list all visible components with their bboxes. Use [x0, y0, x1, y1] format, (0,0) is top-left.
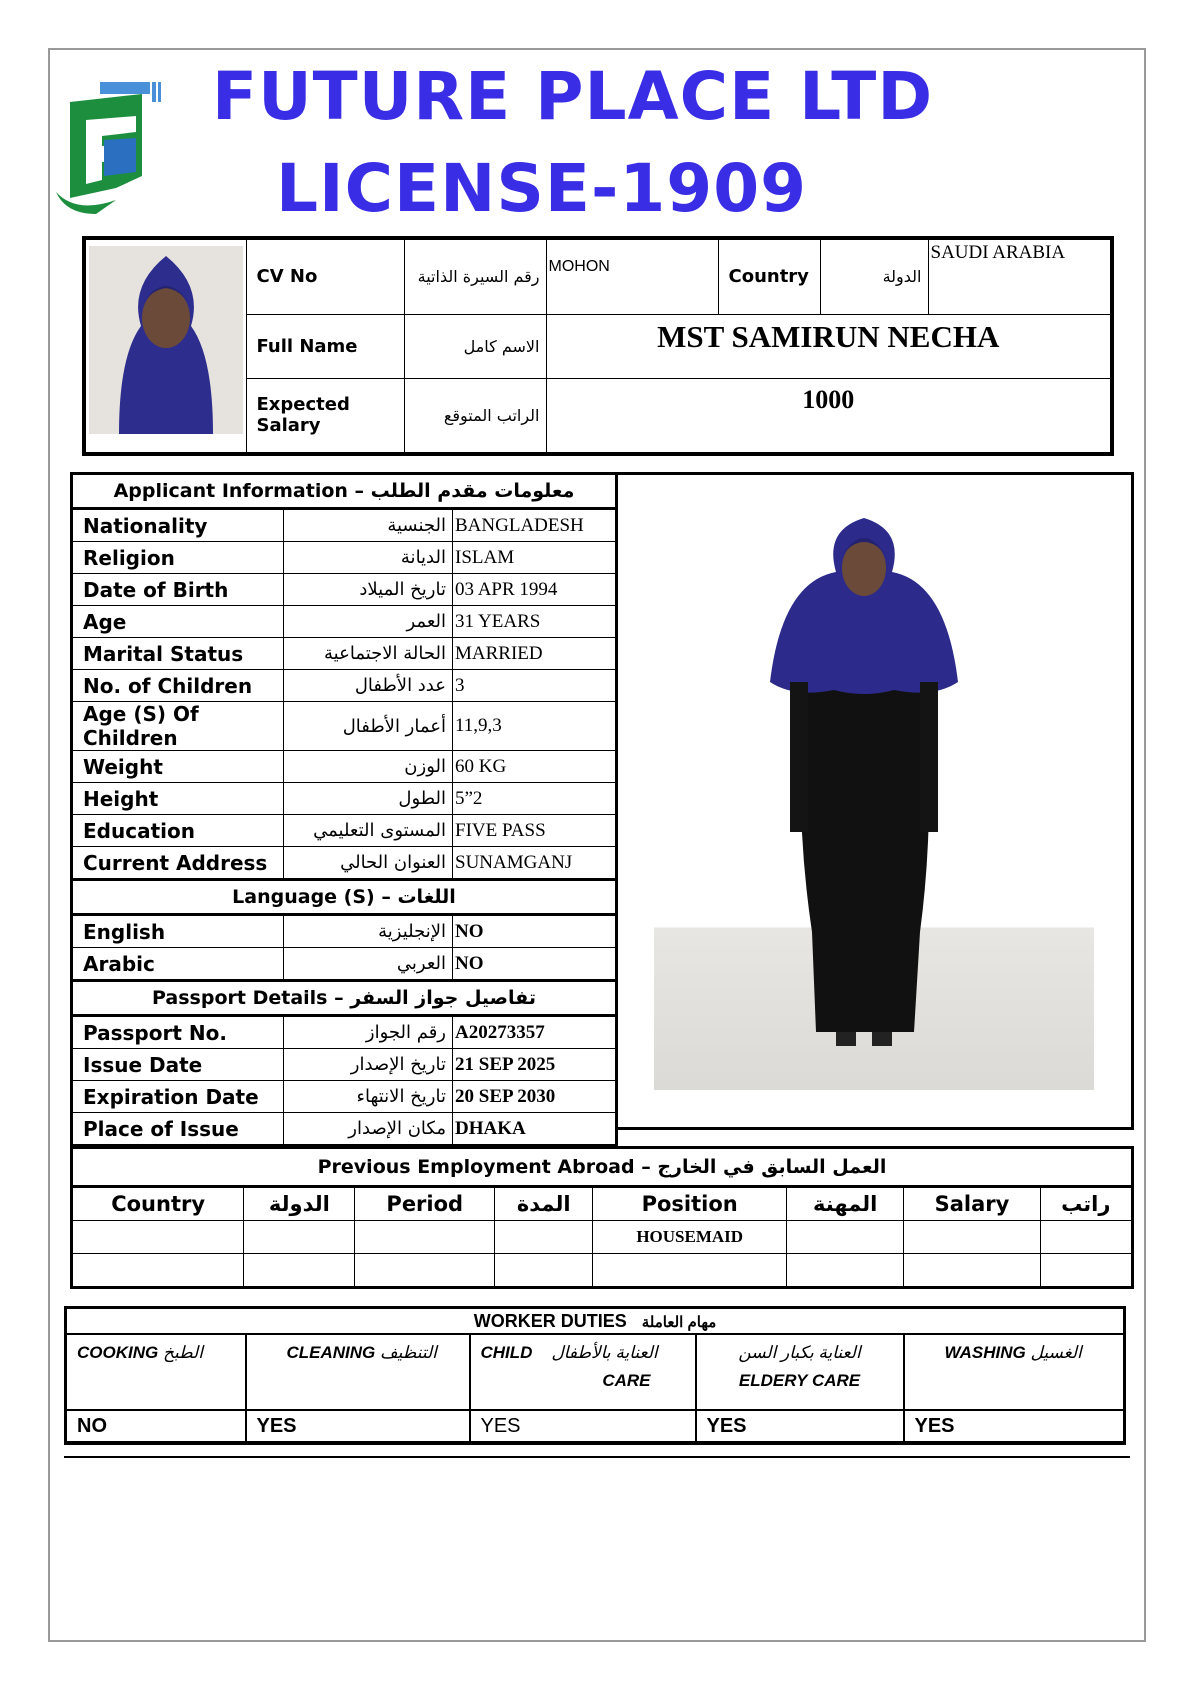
full-body-photo	[764, 512, 964, 1062]
table-row	[72, 1221, 1133, 1254]
religion-value: ISLAM	[453, 542, 617, 574]
divider	[64, 1456, 1130, 1458]
table-row	[72, 542, 617, 574]
table-row	[72, 1113, 617, 1146]
passport-no-value: A20273357	[453, 1016, 617, 1049]
table-row	[72, 948, 617, 981]
english-label: English	[72, 915, 284, 948]
duty-value: YES	[904, 1410, 1125, 1443]
arabic-ar-label: العربي	[284, 948, 453, 981]
education-ar-label: المستوى التعليمي	[284, 815, 453, 847]
expiration-date-ar-label: تاريخ الانتهاء	[284, 1081, 453, 1113]
english-ar-label: الإنجليزية	[284, 915, 453, 948]
portrait-photo	[89, 246, 243, 434]
duty-cleaning	[246, 1334, 470, 1410]
weight-label: Weight	[72, 751, 284, 783]
address-ar-label: العنوان الحالي	[284, 847, 453, 880]
full-name-value: MST SAMIRUN NECHA	[546, 314, 1112, 378]
applicant-info-header: Applicant Information – معلومات مقدم الطلب	[72, 474, 617, 509]
expected-salary-ar-label: الراتب المتوقع	[404, 378, 546, 454]
column-header: راتب	[1040, 1187, 1132, 1221]
issue-date-value: 21 SEP 2025	[453, 1049, 617, 1081]
table-row	[72, 1081, 617, 1113]
duty-labels-row	[66, 1334, 1125, 1410]
duty-label-ar: التنظيف	[380, 1343, 437, 1362]
duty-cooking	[66, 1334, 246, 1410]
marital-status-ar-label: الحالة الاجتماعية	[284, 638, 453, 670]
column-header: Salary	[904, 1187, 1040, 1221]
duty-label-ar: الطبخ	[162, 1343, 203, 1362]
religion-ar-label: الديانة	[284, 542, 453, 574]
country-ar-label: الدولة	[820, 238, 928, 314]
nationality-value: BANGLADESH	[453, 509, 617, 542]
passport-header: Passport Details – تفاصيل جواز السفر	[72, 981, 617, 1016]
table-row	[72, 1049, 617, 1081]
passport-no-label: Passport No.	[72, 1016, 284, 1049]
duty-label-en: CHILD	[480, 1343, 533, 1362]
duty-label-extra: CARE	[602, 1371, 651, 1390]
duty-label-ar: العناية بالأطفال	[551, 1343, 658, 1362]
dob-ar-label: تاريخ الميلاد	[284, 574, 453, 606]
table-row	[72, 915, 617, 948]
column-header: Position	[593, 1187, 787, 1221]
column-header: الدولة	[244, 1187, 355, 1221]
company-name: FUTURE PLACE LTD	[212, 58, 934, 135]
column-header: المدة	[495, 1187, 593, 1221]
portrait-photo-cell	[84, 238, 246, 454]
worker-duties-table	[64, 1306, 1126, 1445]
children-count-ar-label: عدد الأطفال	[284, 670, 453, 702]
nationality-label: Nationality	[72, 509, 284, 542]
duties-header-ar: مهام العاملة	[641, 1313, 717, 1331]
place-of-issue-ar-label: مكان الإصدار	[284, 1113, 453, 1146]
nationality-ar-label: الجنسية	[284, 509, 453, 542]
cv-no-ar-label: رقم السيرة الذاتية	[404, 238, 546, 314]
country-value: SAUDI ARABIA	[928, 238, 1112, 314]
marital-status-label: Marital Status	[72, 638, 284, 670]
license-number: LICENSE-1909	[276, 150, 808, 227]
table-row	[72, 847, 617, 880]
table-row	[72, 783, 617, 815]
table-row	[72, 1254, 1133, 1288]
duty-label-en: WASHING	[944, 1343, 1026, 1362]
duty-elderly-care	[696, 1334, 904, 1410]
marital-status-value: MARRIED	[453, 638, 617, 670]
duty-label-ar: العناية بكبار السن	[738, 1343, 861, 1362]
duty-washing	[904, 1334, 1125, 1410]
age-label: Age	[72, 606, 284, 638]
height-label: Height	[72, 783, 284, 815]
duty-label-extra: ELDERY CARE	[738, 1371, 861, 1390]
worker-duties-header	[66, 1308, 1125, 1335]
children-ages-value: 11,9,3	[453, 702, 617, 751]
place-of-issue-value: DHAKA	[453, 1113, 617, 1146]
table-row	[72, 815, 617, 847]
table-row	[72, 638, 617, 670]
religion-label: Religion	[72, 542, 284, 574]
cv-no-label: CV No	[246, 238, 404, 314]
education-value: FIVE PASS	[453, 815, 617, 847]
duty-child-care	[470, 1334, 696, 1410]
column-header: المهنة	[787, 1187, 904, 1221]
duty-value: YES	[470, 1410, 696, 1443]
height-ar-label: الطول	[284, 783, 453, 815]
expected-salary-label: Expected Salary	[246, 378, 404, 454]
issue-date-label: Issue Date	[72, 1049, 284, 1081]
age-ar-label: العمر	[284, 606, 453, 638]
summary-table	[82, 236, 1114, 456]
children-ages-label: Age (S) Of Children	[72, 702, 284, 751]
table-row	[72, 751, 617, 783]
age-value: 31 YEARS	[453, 606, 617, 638]
address-value: SUNAMGANJ	[453, 847, 617, 880]
passport-no-ar-label: رقم الجواز	[284, 1016, 453, 1049]
education-label: Education	[72, 815, 284, 847]
weight-value: 60 KG	[453, 751, 617, 783]
column-header: Period	[355, 1187, 495, 1221]
duties-header-en: WORKER DUTIES	[473, 1310, 627, 1331]
dob-value: 03 APR 1994	[453, 574, 617, 606]
country-label: Country	[718, 238, 820, 314]
expiration-date-label: Expiration Date	[72, 1081, 284, 1113]
column-header: Country	[72, 1187, 244, 1221]
company-logo-icon	[56, 80, 166, 214]
arabic-label: Arabic	[72, 948, 284, 981]
children-count-label: No. of Children	[72, 670, 284, 702]
employment-header: Previous Employment Abroad – العمل السابق في الخارج	[72, 1148, 1133, 1187]
arabic-value: NO	[453, 948, 617, 981]
table-row	[72, 670, 617, 702]
duty-values-row	[66, 1410, 1125, 1443]
duty-value: YES	[696, 1410, 904, 1443]
language-header: Language (S) – اللغات	[72, 880, 617, 915]
issue-date-ar-label: تاريخ الإصدار	[284, 1049, 453, 1081]
position-value: HOUSEMAID	[593, 1221, 787, 1254]
duty-label-en: COOKING	[77, 1343, 159, 1362]
address-label: Current Address	[72, 847, 284, 880]
children-ages-ar-label: أعمار الأطفال	[284, 702, 453, 751]
duty-label-ar: الغسيل	[1030, 1343, 1082, 1362]
employment-table	[70, 1146, 1134, 1289]
expected-salary-value: 1000	[546, 378, 1112, 454]
table-header-row	[72, 1187, 1133, 1221]
duty-label-en: CLEANING	[286, 1343, 376, 1362]
dob-label: Date of Birth	[72, 574, 284, 606]
place-of-issue-label: Place of Issue	[72, 1113, 284, 1146]
children-count-value: 3	[453, 670, 617, 702]
table-row	[72, 606, 617, 638]
full-name-label: Full Name	[246, 314, 404, 378]
expiration-date-value: 20 SEP 2030	[453, 1081, 617, 1113]
cv-no-value: MOHON	[546, 238, 718, 314]
duty-value: NO	[66, 1410, 246, 1443]
height-value: 5”2	[453, 783, 617, 815]
table-row	[72, 702, 617, 751]
table-row	[72, 509, 617, 542]
table-row	[72, 574, 617, 606]
full-name-ar-label: الاسم كامل	[404, 314, 546, 378]
applicant-info-table	[70, 472, 618, 1147]
table-row	[72, 1016, 617, 1049]
english-value: NO	[453, 915, 617, 948]
duty-value: YES	[246, 1410, 470, 1443]
weight-ar-label: الوزن	[284, 751, 453, 783]
